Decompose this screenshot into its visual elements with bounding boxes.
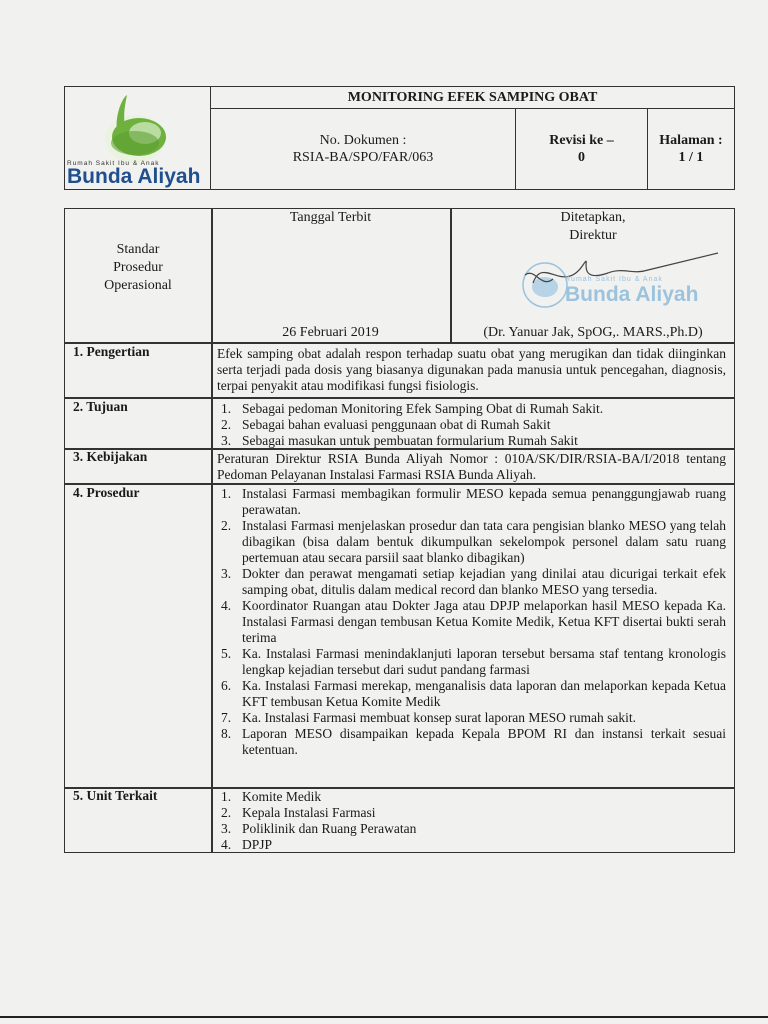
prosedur-list xyxy=(217,486,726,758)
list-number: 6. xyxy=(221,678,232,693)
sop-table xyxy=(64,208,735,853)
list-item xyxy=(217,433,726,449)
row-divider xyxy=(65,397,734,399)
section-label-prosedur: 4. Prosedur xyxy=(73,485,140,500)
list-number: 2. xyxy=(221,518,232,533)
hospital-name: Bunda Aliyah xyxy=(67,165,201,188)
tujuan-list xyxy=(217,401,726,449)
column-divider xyxy=(211,209,213,852)
list-number: 2. xyxy=(221,805,232,820)
list-text: Sebagai masukan untuk pembuatan formularium Rumah Sakit xyxy=(242,433,578,448)
list-text: Ka. Instalasi Farmasi merekap, menganalisis data laporan dan melaporkan kepada Ketua KFT tembusan Ketua Komite Medik xyxy=(242,678,726,709)
row-divider xyxy=(65,483,734,485)
list-item xyxy=(217,417,726,433)
section-text-kebijakan: Peraturan Direktur RSIA Bunda Aliyah Nomor : 010A/SK/DIR/RSIA-BA/I/2018 tentang Pedoman Pelayanan Instalasi Farmasi RSIA Bunda Aliyah. xyxy=(217,451,726,482)
list-item xyxy=(217,486,726,518)
list-item xyxy=(217,598,726,646)
list-item xyxy=(217,726,726,758)
list-item xyxy=(217,566,726,598)
list-item xyxy=(217,710,726,726)
list-text: Instalasi Farmasi membagikan formulir MESO kepada semua penanggungjawab ruang perawatan. xyxy=(242,486,726,517)
list-item xyxy=(217,789,726,805)
list-item xyxy=(217,678,726,710)
list-text: Poliklinik dan Ruang Perawatan xyxy=(242,821,417,836)
list-item xyxy=(217,401,726,417)
sop-label-line: Standar xyxy=(116,242,160,257)
issue-date-label: Tanggal Terbit xyxy=(289,210,372,225)
list-number: 3. xyxy=(221,821,232,836)
revision-label: Revisi ke – xyxy=(549,132,614,148)
list-number: 1. xyxy=(221,486,232,501)
approval-label: Ditetapkan, xyxy=(560,210,626,225)
section-label-tujuan: 2. Tujuan xyxy=(73,399,128,414)
director-name: (Dr. Yanuar Jak, SpOG,. MARS.,Ph.D) xyxy=(483,325,703,340)
list-item xyxy=(217,646,726,678)
stamp-name: Bunda Aliyah xyxy=(565,283,699,306)
list-text: Sebagai bahan evaluasi penggunaan obat di Rumah Sakit xyxy=(242,417,551,432)
issue-date: 26 Februari 2019 xyxy=(282,325,379,340)
page-label: Halaman : xyxy=(659,132,723,148)
list-number: 7. xyxy=(221,710,232,725)
revision-cell xyxy=(516,108,648,189)
row-divider xyxy=(65,448,734,450)
sop-label-line: Operasional xyxy=(104,278,172,293)
list-number: 4. xyxy=(221,837,232,852)
sop-label xyxy=(65,241,211,295)
document-title: MONITORING EFEK SAMPING OBAT xyxy=(211,87,734,109)
scan-edge-line xyxy=(0,1016,768,1018)
approval-block xyxy=(452,209,734,245)
list-text: Kepala Instalasi Farmasi xyxy=(242,805,376,820)
page-value: 1 / 1 xyxy=(678,149,704,165)
doc-number-label: No. Dokumen : xyxy=(319,132,407,148)
list-number: 8. xyxy=(221,726,232,741)
list-number: 3. xyxy=(221,566,232,581)
list-number: 3. xyxy=(221,433,232,448)
list-text: Instalasi Farmasi menjelaskan prosedur dan tata cara pengisian blanko MESO yang telah dibagikan (bisa dalam bentuk dikumpulkan sekelompok personel dalam satu ruang pertemuan atau secara parsiil saat blanko dibagikan) xyxy=(242,518,726,565)
section-label-kebijakan: 3. Kebijakan xyxy=(73,449,148,464)
list-item xyxy=(217,837,726,853)
hospital-tagline: Rumah Sakit Ibu & Anak xyxy=(67,160,160,167)
list-text: DPJP xyxy=(242,837,273,852)
section-label-unit-terkait: 5. Unit Terkait xyxy=(73,788,158,803)
list-text: Komite Medik xyxy=(242,789,322,804)
list-number: 1. xyxy=(221,789,232,804)
revision-value: 0 xyxy=(578,149,585,165)
doc-number-cell xyxy=(211,108,516,189)
list-number: 4. xyxy=(221,598,232,613)
list-number: 1. xyxy=(221,401,232,416)
doc-number-value: RSIA-BA/SPO/FAR/063 xyxy=(292,149,434,165)
row-divider xyxy=(65,342,734,344)
list-item xyxy=(217,805,726,821)
sop-label-line: Prosedur xyxy=(113,260,163,275)
document-header-table xyxy=(64,86,735,190)
section-text-pengertian: Efek samping obat adalah respon terhadap suatu obat yang merugikan dan tidak diinginkan serta terjadi pada dosis yang biasanya digunakan pada manusia untuk pencegahan, diagnosis, terpai penyakit atau modifikasi fungsi fisiologis. xyxy=(217,346,726,393)
logo-cell xyxy=(65,87,211,189)
director-label: Direktur xyxy=(569,228,617,243)
list-number: 2. xyxy=(221,417,232,432)
section-label-pengertian: 1. Pengertian xyxy=(73,344,150,359)
list-text: Koordinator Ruangan atau Dokter Jaga atau DPJP melaporkan hasil MESO kepada Ka. Instalasi Farmasi dengan tembusan Ketua Komite Medik, Ketua KFT disertai bukti serah terima xyxy=(242,598,726,645)
list-text: Laporan MESO disampaikan kepada Kepala BPOM RI dan instansi terkait sesuai ketentuan. xyxy=(242,726,726,757)
unit-terkait-list xyxy=(217,789,726,853)
list-text: Sebagai pedoman Monitoring Efek Samping Obat di Rumah Sakit. xyxy=(242,401,604,416)
list-text: Ka. Instalasi Farmasi membuat konsep surat laporan MESO rumah sakit. xyxy=(242,710,637,725)
list-item xyxy=(217,518,726,566)
list-item xyxy=(217,821,726,837)
stamp-tagline: Rumah Sakit Ibu & Anak xyxy=(565,276,663,283)
list-text: Dokter dan perawat mengamati setiap kejadian yang dinilai atau dicurigai terkait efek samping obat, ditulis dalam medical record dan blanko MESO yang tersedia. xyxy=(242,566,726,597)
list-number: 5. xyxy=(221,646,232,661)
list-text: Ka. Instalasi Farmasi menindaklanjuti laporan tersebut bersama staf tentang kronologis lengkap kejadian tersebut dari sudut pandang farmasi xyxy=(242,646,726,677)
page-cell xyxy=(648,108,734,189)
